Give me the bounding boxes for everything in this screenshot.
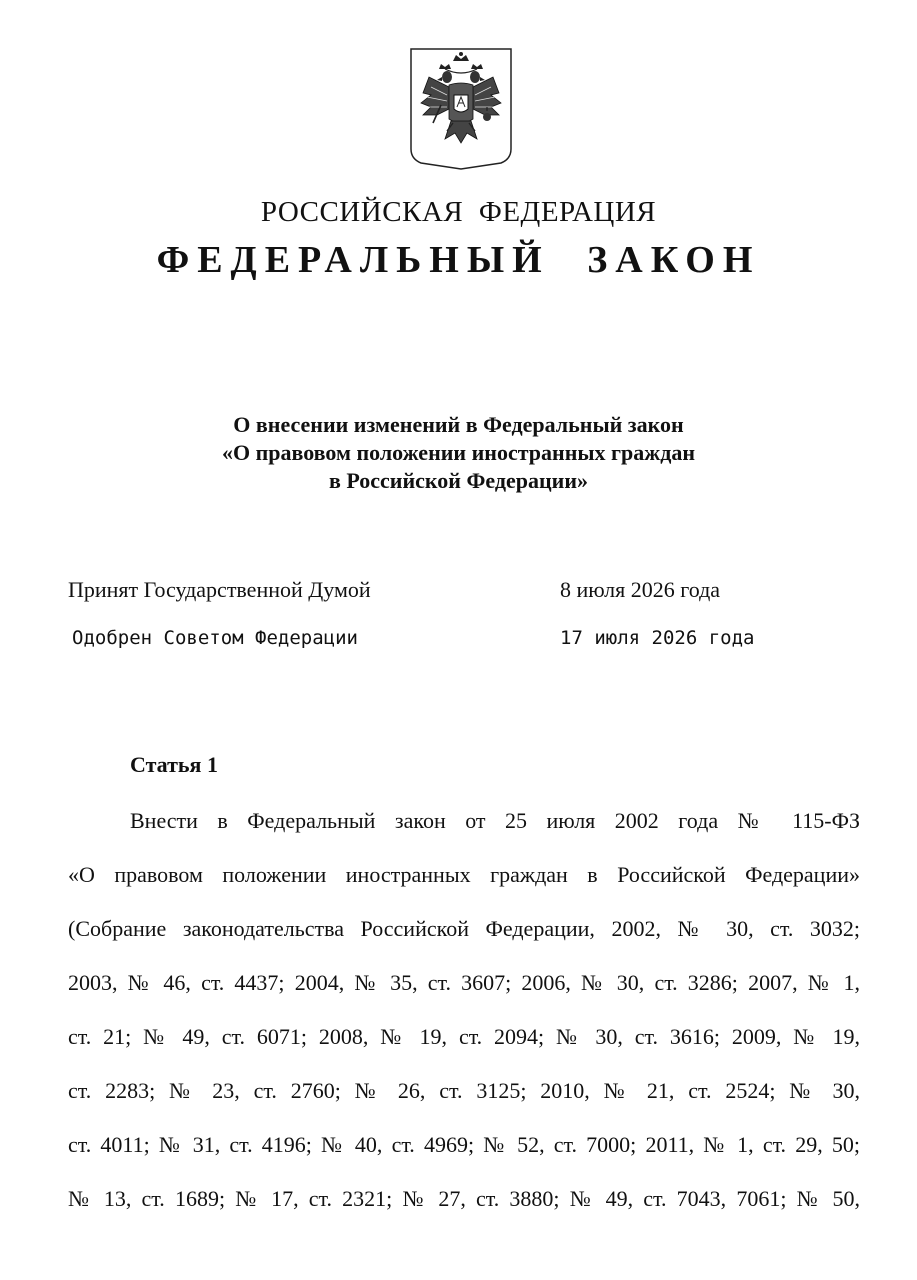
adoption-duma-date: 8 июля 2026 года xyxy=(560,577,721,602)
article-text-line: (Собрание законодательства Российской Федерации, 2002, № 30, ст. 3032; xyxy=(68,916,860,941)
coat-of-arms-emblem xyxy=(409,47,513,171)
country-name: РОССИЙСКАЯ ФЕДЕРАЦИЯ xyxy=(260,196,657,228)
adoption-duma-row xyxy=(68,577,848,607)
article-text-line: «О правовом положении иностранных граждан в Российской Федерации» xyxy=(68,862,860,887)
article-text-line: Внести в Федеральный закон от 25 июля 2002 года № 115-ФЗ xyxy=(130,808,860,833)
article-heading: Статья 1 xyxy=(130,752,218,777)
adoption-council-label: Одобрен Советом Федерации xyxy=(72,627,358,649)
article-text-line: ст. 4011; № 31, ст. 4196; № 40, ст. 4969; № 52, ст. 7000; 2011, № 1, ст. 29, 50; xyxy=(68,1132,860,1157)
law-title xyxy=(0,411,917,495)
article-text-line: ст. 2283; № 23, ст. 2760; № 26, ст. 3125; 2010, № 21, ст. 2524; № 30, xyxy=(68,1078,860,1103)
law-title-line: «О правовом положении иностранных граждан xyxy=(221,440,696,465)
adoption-council-date: 17 июля 2026 года xyxy=(560,627,755,649)
law-title-line: в Российской Федерации» xyxy=(328,468,588,493)
article-text-line: 2003, № 46, ст. 4437; 2004, № 35, ст. 3607; 2006, № 30, ст. 3286; 2007, № 1, xyxy=(68,970,860,995)
adoption-duma-label: Принят Государственной Думой xyxy=(68,577,371,602)
article-body xyxy=(68,806,860,1238)
document-type-heading: ФЕДЕРАЛЬНЫЙ ЗАКОН xyxy=(156,239,761,281)
law-title-line: О внесении изменений в Федеральный закон xyxy=(233,412,684,437)
article-text-line: № 13, ст. 1689; № 17, ст. 2321; № 27, ст. 3880; № 49, ст. 7043, 7061; № 50, xyxy=(68,1186,860,1211)
adoption-council-row xyxy=(68,627,848,657)
article-text-line: ст. 21; № 49, ст. 6071; 2008, № 19, ст. 2094; № 30, ст. 3616; 2009, № 19, xyxy=(68,1024,860,1049)
